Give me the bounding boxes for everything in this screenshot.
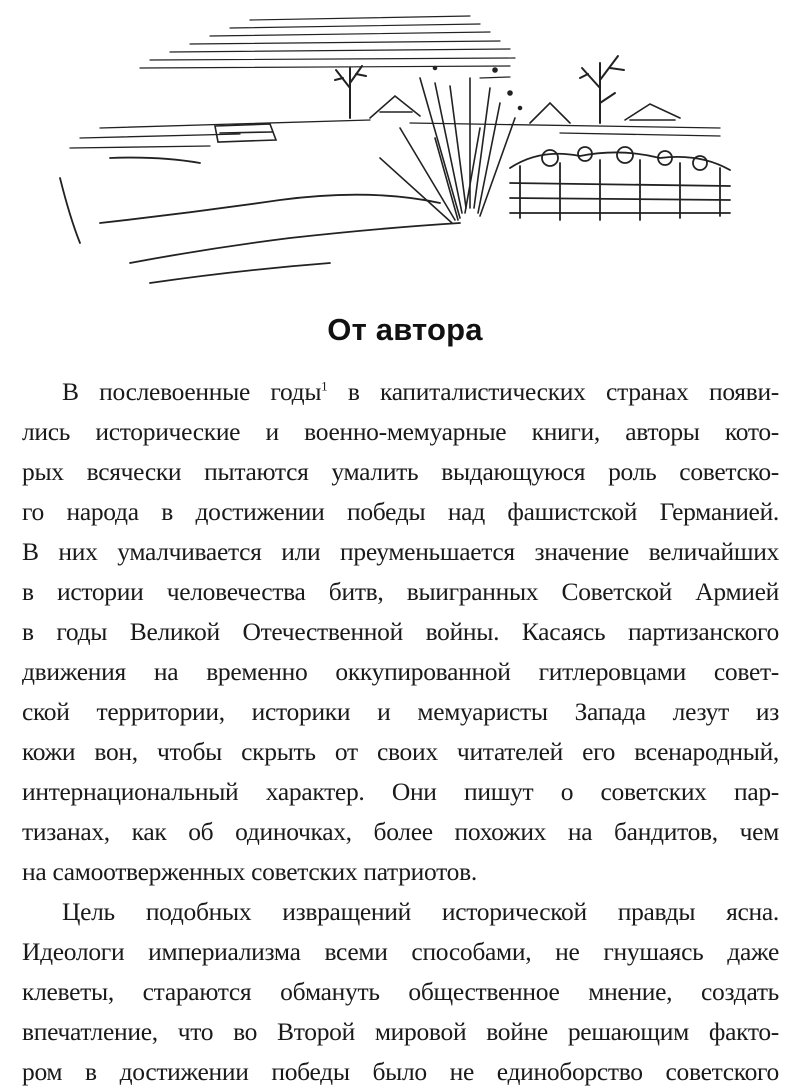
text-line: клеветы, стараются обмануть общественное мнение, создать	[22, 977, 779, 1006]
explosion-burst	[380, 67, 522, 224]
text-line: В них умалчивается или преуменьшается значение величайших	[22, 537, 779, 566]
text-line	[22, 372, 779, 412]
horizon-lines	[70, 120, 720, 148]
text-fragment: в капиталистических странах появи-	[327, 377, 779, 406]
text-line: ской территории, историки и мемуаристы Запада лезут из	[22, 697, 779, 726]
bare-tree-right	[580, 56, 624, 123]
text-line: лись исторические и военно-мемуарные книги, авторы кото-	[22, 417, 779, 446]
text-line: кожи вон, чтобы скрыть от своих читателей его всенародный,	[22, 737, 779, 766]
sky-hatching	[140, 16, 515, 78]
text-line: интернациональный характер. Они пишут о советских пар-	[22, 777, 779, 806]
text-line: Идеологи империализма всеми способами, не гнушаясь даже	[22, 937, 779, 966]
text-line: движения на временно оккупированной гитлеровцами совет-	[22, 657, 779, 686]
text-line: го народа в достижении победы над фашистской Германией.	[22, 497, 779, 526]
text-line: Цель подобных извращений исторической правды ясна.	[62, 897, 779, 926]
text-line: впечатление, что во Второй мировой войне решающим факто-	[22, 1017, 779, 1046]
body-text	[22, 372, 779, 1092]
text-fragment: В послевоенные годы	[62, 377, 322, 406]
text-line: в истории человечества битв, выигранных Советской Армией	[22, 577, 779, 606]
bare-tree-left	[335, 66, 366, 118]
village-huts	[215, 96, 680, 142]
text-line: в годы Великой Отечественной войны. Касаясь партизанского	[22, 617, 779, 646]
winter-battle-sketch-illustration	[40, 8, 760, 293]
text-line: рых всячески пытаются умалить выдающуюся роль советско-	[22, 457, 779, 486]
chapter-title: От автора	[327, 312, 483, 347]
footnote-marker[interactable]: 1	[321, 378, 328, 394]
text-line: ром в достижении победы было не единоборство советского	[22, 1057, 779, 1086]
text-line: тизанах, как об одиночках, более похожих на бандитов, чем	[22, 817, 779, 846]
log-bunker	[510, 147, 730, 220]
text-line: на самоотверженных советских патриотов.	[22, 857, 477, 886]
